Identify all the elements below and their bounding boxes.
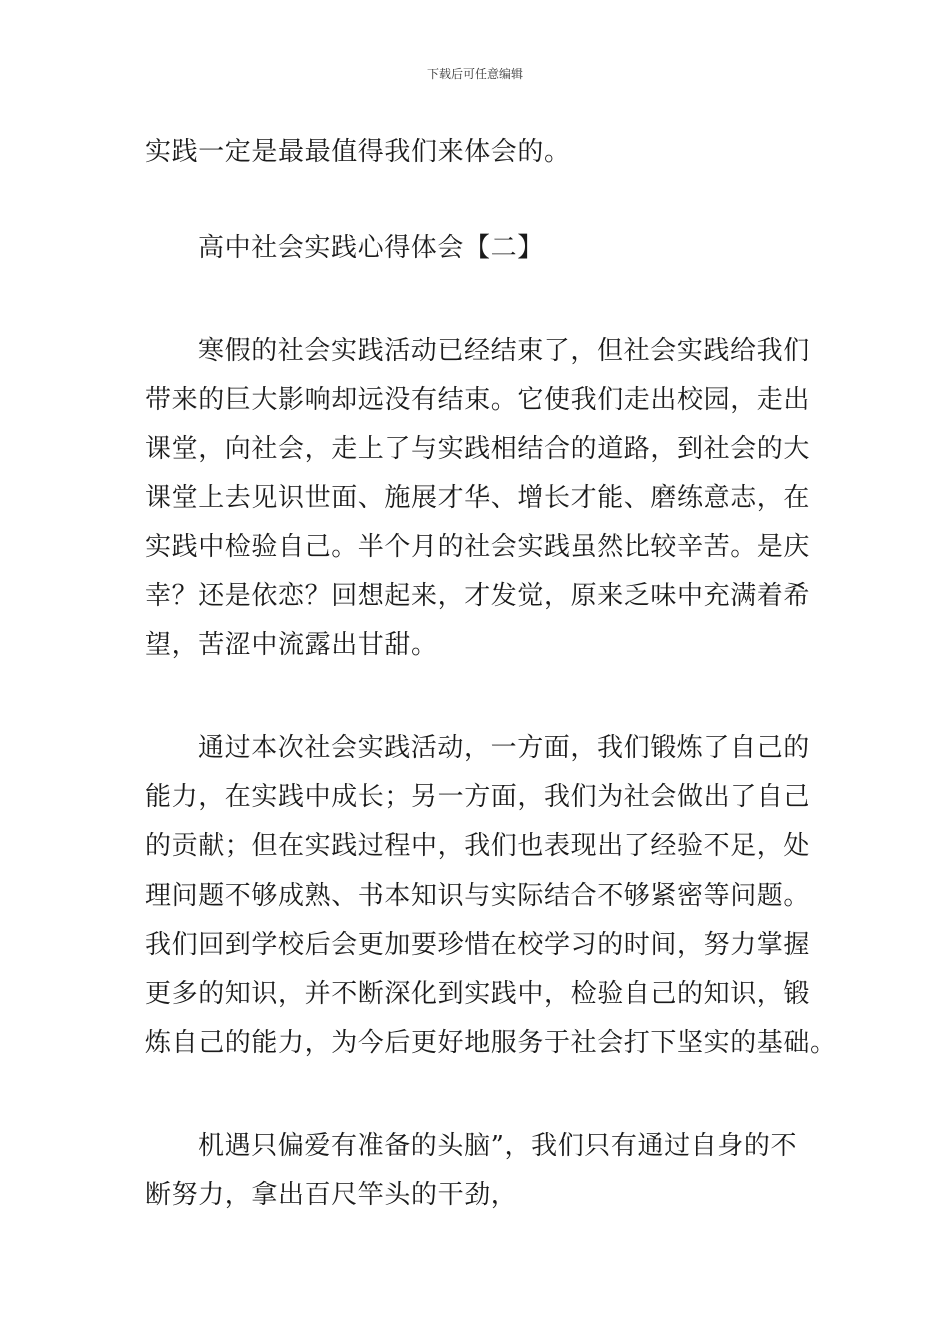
text-line: 我们回到学校后会更加要珍惜在校学习的时间，努力掌握 [145, 930, 811, 960]
text-line: 课堂，向社会，走上了与实践相结合的道路，到社会的大 [145, 434, 811, 464]
text-line: 课堂上去见识世面、施展才华、增长才能、磨练意志，在 [145, 483, 811, 513]
text-line: 炼自己的能力，为今后更好地服务于社会打下坚实的基础。 [145, 1028, 837, 1058]
text-line: 理问题不够成熟、书本知识与实际结合不够紧密等问题。 [145, 881, 811, 911]
text-line: 寒假的社会实践活动已经结束了，但社会实践给我们 [198, 336, 810, 366]
text-line: 实践一定是最最值得我们来体会的。 [145, 137, 571, 167]
text-line: 幸？还是依恋？回想起来，才发觉，原来乏味中充满着希 [145, 581, 811, 611]
page-header-note: 下载后可任意编辑 [426, 67, 523, 81]
text-line: 带来的巨大影响却远没有结束。它使我们走出校园，走出 [145, 385, 811, 415]
text-line: 更多的知识，并不断深化到实践中，检验自己的知识，锻 [145, 979, 811, 1009]
section-heading: 高中社会实践心得体会【二】 [198, 233, 544, 263]
text-line: 能力，在实践中成长；另一方面，我们为社会做出了自己 [145, 782, 811, 812]
text-line: 通过本次社会实践活动，一方面，我们锻炼了自己的 [198, 733, 810, 763]
text-line: 断努力，拿出百尺竿头的干劲， [145, 1180, 518, 1210]
text-line: 机遇只偏爱有准备的头脑”，我们只有通过自身的不 [198, 1131, 798, 1161]
text-line: 望，苦涩中流露出甘甜。 [145, 630, 438, 660]
text-line: 实践中检验自己。半个月的社会实践虽然比较辛苦。是庆 [145, 532, 811, 562]
text-line: 的贡献；但在实践过程中，我们也表现出了经验不足，处 [145, 831, 811, 861]
